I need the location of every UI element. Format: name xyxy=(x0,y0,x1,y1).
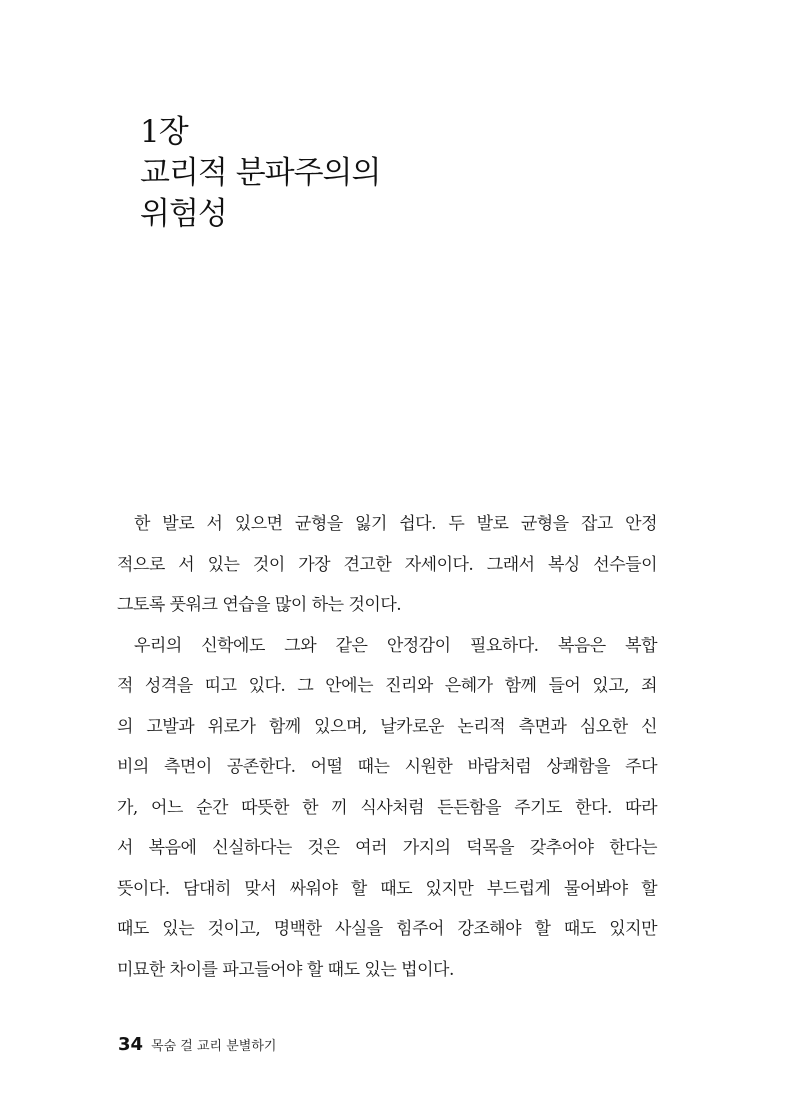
body-line: 우리의 신학에도 그와 같은 안정감이 필요하다. 복음은 복합 xyxy=(134,635,657,656)
chapter-title-line-1: 교리적 분파주의의 xyxy=(140,155,381,191)
chapter-heading xyxy=(140,112,380,235)
body-text xyxy=(117,504,657,990)
page-number: 34 xyxy=(118,1034,144,1055)
body-line: 미묘한 차이를 파고들어야 할 때도 있는 법이다. xyxy=(117,959,454,980)
body-line: 의 고발과 위로가 함께 있으며, 날카로운 논리적 측면과 심오한 신 xyxy=(117,716,657,737)
running-title: 목숨 걸 교리 분별하기 xyxy=(151,1039,277,1054)
body-line: 그토록 풋워크 연습을 많이 하는 것이다. xyxy=(117,595,402,615)
body-line: 가, 어느 순간 따뜻한 한 끼 식사처럼 든든함을 주기도 한다. 따라 xyxy=(117,797,657,818)
chapter-title-line-2: 위험성 xyxy=(140,196,227,232)
body-line: 한 발로 서 있으면 균형을 잃기 쉽다. 두 발로 균형을 잡고 안정 xyxy=(134,514,657,534)
body-line: 서 복음에 신실하다는 것은 여러 가지의 덕목을 갖추어야 한다는 xyxy=(117,838,657,858)
body-line: 뜻이다. 담대히 맞서 싸워야 할 때도 있지만 부드럽게 물어봐야 할 xyxy=(117,878,657,899)
body-line: 적 성격을 띠고 있다. 그 안에는 진리와 은혜가 함께 들어 있고, 죄 xyxy=(117,676,657,696)
body-line: 때도 있는 것이고, 명백한 사실을 힘주어 강조해야 할 때도 있지만 xyxy=(117,919,657,939)
body-line: 비의 측면이 공존한다. 어떨 때는 시원한 바람처럼 상쾌함을 주다 xyxy=(117,757,657,777)
chapter-number: 1장 xyxy=(140,114,188,150)
body-line: 적으로 서 있는 것이 가장 견고한 자세이다. 그래서 복싱 선수들이 xyxy=(117,554,657,575)
page-footer xyxy=(118,1034,276,1055)
